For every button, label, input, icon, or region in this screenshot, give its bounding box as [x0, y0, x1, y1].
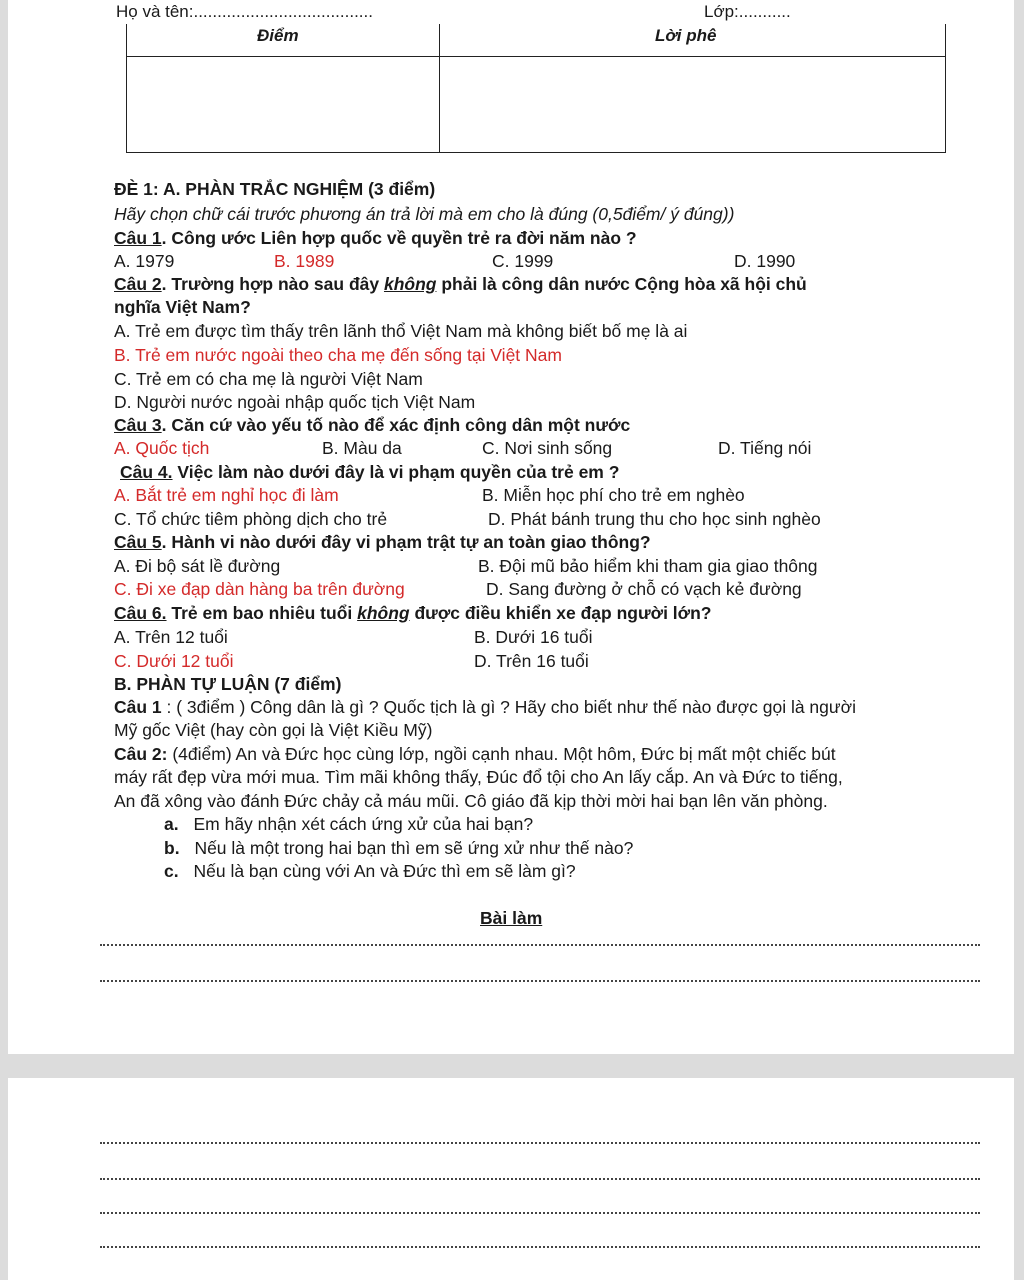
sub-question-a-text: Em hãy nhận xét cách ứng xử của hai bạn? — [193, 814, 534, 834]
answer-line-4[interactable] — [100, 1178, 980, 1180]
q2-option-d: D. Người nước ngoài nhập quốc tịch Việt Nam — [114, 392, 476, 412]
exam-page-2 — [8, 1078, 1014, 1280]
part-a-title: ĐÈ 1: A. PHÀN TRẮC NGHIỆM (3 điểm) — [114, 179, 436, 199]
answer-title: Bài làm — [480, 908, 543, 928]
q5-option-b: B. Đội mũ bảo hiểm khi tham gia giao thông — [478, 556, 818, 576]
answer-line-6[interactable] — [100, 1246, 980, 1248]
q5-option-a: A. Đi bộ sát lề đường — [114, 556, 281, 576]
q5-option-d: D. Sang đường ở chỗ có vạch kẻ đường — [486, 579, 802, 599]
q4-option-d: D. Phát bánh trung thu cho học sinh nghèo — [488, 509, 821, 529]
answer-line-5[interactable] — [100, 1212, 980, 1214]
sub-question-b-marker: b. — [164, 838, 180, 858]
q3-option-b: B. Màu da — [322, 438, 402, 458]
essay-question-2-line-1 — [114, 743, 836, 765]
question-6-text-2: được điều khiển xe đạp người lớn? — [409, 603, 712, 623]
grade-table — [126, 24, 946, 153]
question-3-label: Câu 3 — [114, 415, 162, 435]
question-5 — [114, 531, 651, 553]
question-6-text-1: Trẻ em bao nhiêu tuổi — [166, 603, 358, 623]
question-2-text-3: nghĩa Việt Nam? — [114, 297, 251, 317]
q3-option-a: A. Quốc tịch — [114, 438, 210, 458]
question-2-emphasis: không — [383, 274, 437, 294]
q2-option-b: B. Trẻ em nước ngoài theo cha mẹ đến sống tại Việt Nam — [114, 345, 562, 365]
essay-question-1-text: : ( 3điểm ) Công dân là gì ? Quốc tịch là gì ? Hãy cho biết như thế nào được gọi là người — [161, 697, 856, 717]
essay-question-1-label: Câu 1 — [114, 697, 162, 717]
essay-question-1-line-2: Mỹ gốc Việt (hay còn gọi là Việt Kiều Mỹ) — [114, 720, 433, 740]
q1-option-c: C. 1999 — [492, 251, 554, 271]
q6-option-b: B. Dưới 16 tuổi — [474, 627, 593, 647]
question-2-text-2: phải là công dân nước Cộng hòa xã hội chủ — [436, 274, 807, 294]
sub-question-c-marker: c. — [164, 861, 179, 881]
question-4-label: Câu 4. — [120, 462, 173, 482]
essay-question-1-line-1 — [114, 696, 856, 718]
class-label: Lớp:........... — [704, 2, 791, 21]
question-6 — [114, 602, 711, 624]
q1-option-b: B. 1989 — [274, 251, 335, 271]
question-5-label: Câu 5 — [114, 532, 162, 552]
q2-option-a: A. Trẻ em được tìm thấy trên lãnh thổ Việt Nam mà không biết bố mẹ là ai — [114, 321, 688, 341]
q1-option-d: D. 1990 — [734, 251, 796, 271]
comment-column-header: Lời phê — [655, 26, 717, 45]
question-6-emphasis: không — [357, 603, 410, 623]
part-a-instruction: Hãy chọn chữ cái trước phương án trả lời mà em cho là đúng (0,5điểm/ ý đúng)) — [114, 204, 735, 224]
question-3-text: . Căn cứ vào yếu tố nào để xác định công dân một nước — [161, 415, 631, 435]
question-2-label: Câu 2 — [114, 274, 162, 294]
sub-question-a-marker: a. — [164, 814, 179, 834]
score-box[interactable] — [127, 56, 439, 151]
answer-line-3[interactable] — [100, 1142, 980, 1144]
sub-question-c-text: Nếu là bạn cùng với An và Đức thì em sẽ làm gì? — [193, 861, 576, 881]
name-label: Họ và tên:...................................... — [116, 2, 373, 21]
exam-page-1 — [8, 0, 1014, 1054]
question-2-text-1: . Trường hợp nào sau đây — [161, 274, 384, 294]
comment-box[interactable] — [439, 56, 945, 151]
essay-question-2-text: (4điểm) An và Đức học cùng lớp, ngồi cạnh nhau. Một hôm, Đức bị mất một chiếc bút — [167, 744, 836, 764]
q6-option-a: A. Trên 12 tuổi — [114, 627, 228, 647]
q1-option-a: A. 1979 — [114, 251, 175, 271]
question-6-label: Câu 6. — [114, 603, 167, 623]
q4-option-c: C. Tổ chức tiêm phòng dịch cho trẻ — [114, 509, 388, 529]
q6-option-d: D. Trên 16 tuổi — [474, 651, 589, 671]
q5-option-c: C. Đi xe đạp dàn hàng ba trên đường — [114, 579, 405, 599]
question-1-label: Câu 1 — [114, 228, 162, 248]
essay-question-2-label: Câu 2: — [114, 744, 168, 764]
q3-option-c: C. Nơi sinh sống — [482, 438, 613, 458]
sub-question-b-text: Nếu là một trong hai bạn thì em sẽ ứng xử như thế nào? — [194, 838, 634, 858]
sub-question-c — [164, 860, 576, 882]
q6-option-c: C. Dưới 12 tuổi — [114, 651, 234, 671]
score-column-header: Điểm — [257, 26, 299, 45]
question-2 — [114, 273, 807, 295]
question-4-text: Việc làm nào dưới đây là vi phạm quyền của trẻ em ? — [172, 462, 620, 482]
question-1-text: . Công ước Liên hợp quốc về quyền trẻ ra đời năm nào ? — [161, 228, 637, 248]
answer-line-1[interactable] — [100, 944, 980, 946]
question-5-text: . Hành vi nào dưới đây vi phạm trật tự an toàn giao thông? — [161, 532, 651, 552]
question-3 — [114, 414, 630, 436]
sub-question-b — [164, 837, 633, 859]
question-4 — [120, 461, 619, 483]
essay-question-2-line-2: máy rất đẹp vừa mới mua. Tìm mãi không thấy, Đúc đổ tội cho An lấy cắp. An và Đức to tiếng, — [114, 767, 843, 787]
q3-option-d: D. Tiếng nói — [718, 438, 812, 458]
answer-line-2[interactable] — [100, 980, 980, 982]
essay-question-2-line-3: An đã xông vào đánh Đức chảy cả máu mũi. Cô giáo đã kịp thời mời hai bạn lên văn phòng. — [114, 791, 828, 811]
q4-option-a: A. Bắt trẻ em nghỉ học đi làm — [114, 485, 339, 505]
part-b-title: B. PHÀN TỰ LUẬN (7 điểm) — [114, 674, 342, 694]
question-1 — [114, 227, 637, 249]
q4-option-b: B. Miễn học phí cho trẻ em nghèo — [482, 485, 745, 505]
q2-option-c: C. Trẻ em có cha mẹ là người Việt Nam — [114, 369, 423, 389]
sub-question-a — [164, 813, 533, 835]
